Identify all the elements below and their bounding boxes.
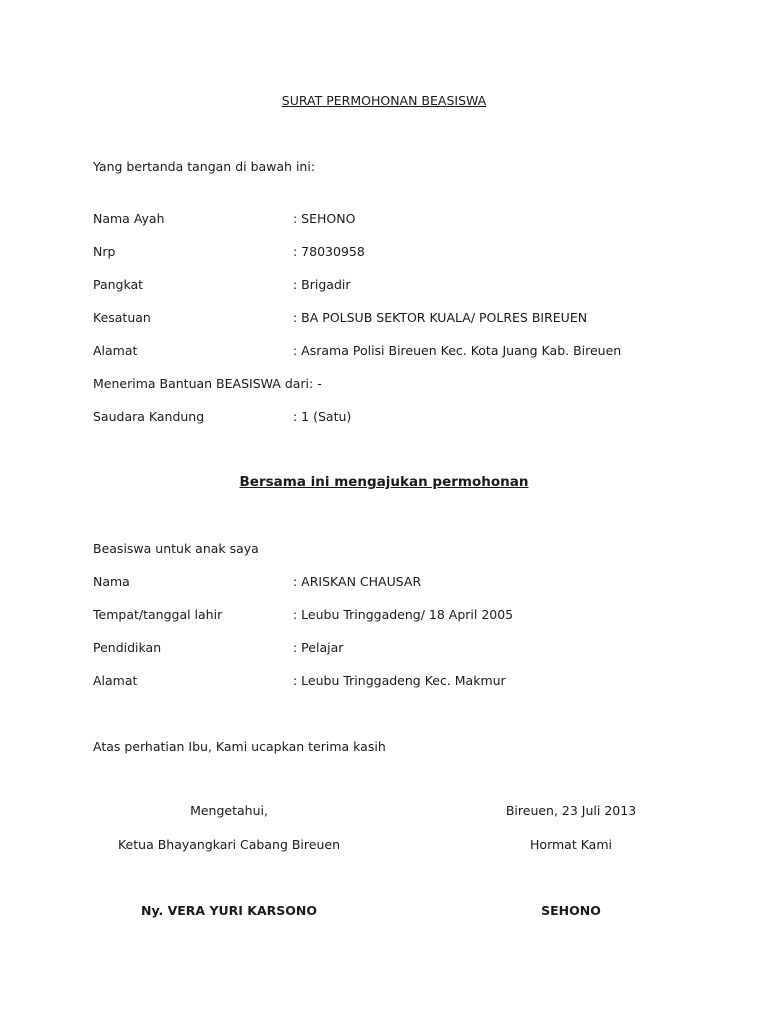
section-title: Bersama ini mengajukan permohonan [239, 474, 529, 490]
field-label-child-alamat: Alamat [93, 673, 138, 688]
field-value-kesatuan: : BA POLSUB SEKTOR KUALA/ POLRES BIREUEN [293, 310, 588, 325]
field-label-nama: Nama [93, 574, 130, 589]
field-value-nama-ayah: : SEHONO [293, 211, 356, 226]
signature-right-name: SEHONO [541, 903, 601, 918]
field-label-tempat-tanggal-lahir: Tempat/tanggal lahir [93, 607, 223, 622]
closing-text: Atas perhatian Ibu, Kami ucapkan terima kasih [93, 739, 386, 754]
intro-text: Yang bertanda tangan di bawah ini: [93, 159, 316, 174]
field-value-pangkat: : Brigadir [293, 277, 351, 292]
field-label-pangkat: Pangkat [93, 277, 144, 292]
field-value-tempat-tanggal-lahir: : Leubu Tringgadeng/ 18 April 2005 [293, 607, 514, 622]
field-label-pendidikan: Pendidikan [93, 640, 162, 655]
field-label-saudara-kandung: Saudara Kandung [93, 409, 205, 424]
signature-left-name: Ny. VERA YURI KARSONO [141, 903, 317, 918]
field-label-kesatuan: Kesatuan [93, 310, 151, 325]
scholarship-line: Menerima Bantuan BEASISWA dari: - [93, 376, 322, 391]
field-label-nama-ayah: Nama Ayah [93, 211, 165, 226]
field-value-alamat: : Asrama Polisi Bireuen Kec. Kota Juang Kab. Bireuen [293, 343, 622, 358]
signature-left-line1: Mengetahui, [190, 803, 268, 818]
field-value-pendidikan: : Pelajar [293, 640, 344, 655]
field-value-nrp: : 78030958 [293, 244, 365, 259]
document-title: SURAT PERMOHONAN BEASISWA [281, 93, 487, 108]
field-value-nama: : ARISKAN CHAUSAR [293, 574, 422, 589]
signature-left-line2: Ketua Bhayangkari Cabang Bireuen [117, 837, 340, 852]
signature-right-line2: Hormat Kami [530, 837, 612, 852]
child-intro: Beasiswa untuk anak saya [93, 541, 259, 556]
field-value-saudara-kandung: : 1 (Satu) [293, 409, 352, 424]
field-value-child-alamat: : Leubu Tringgadeng Kec. Makmur [293, 673, 506, 688]
field-label-alamat: Alamat [93, 343, 138, 358]
signature-date: Bireuen, 23 Juli 2013 [505, 803, 637, 818]
field-label-nrp: Nrp [93, 244, 116, 259]
